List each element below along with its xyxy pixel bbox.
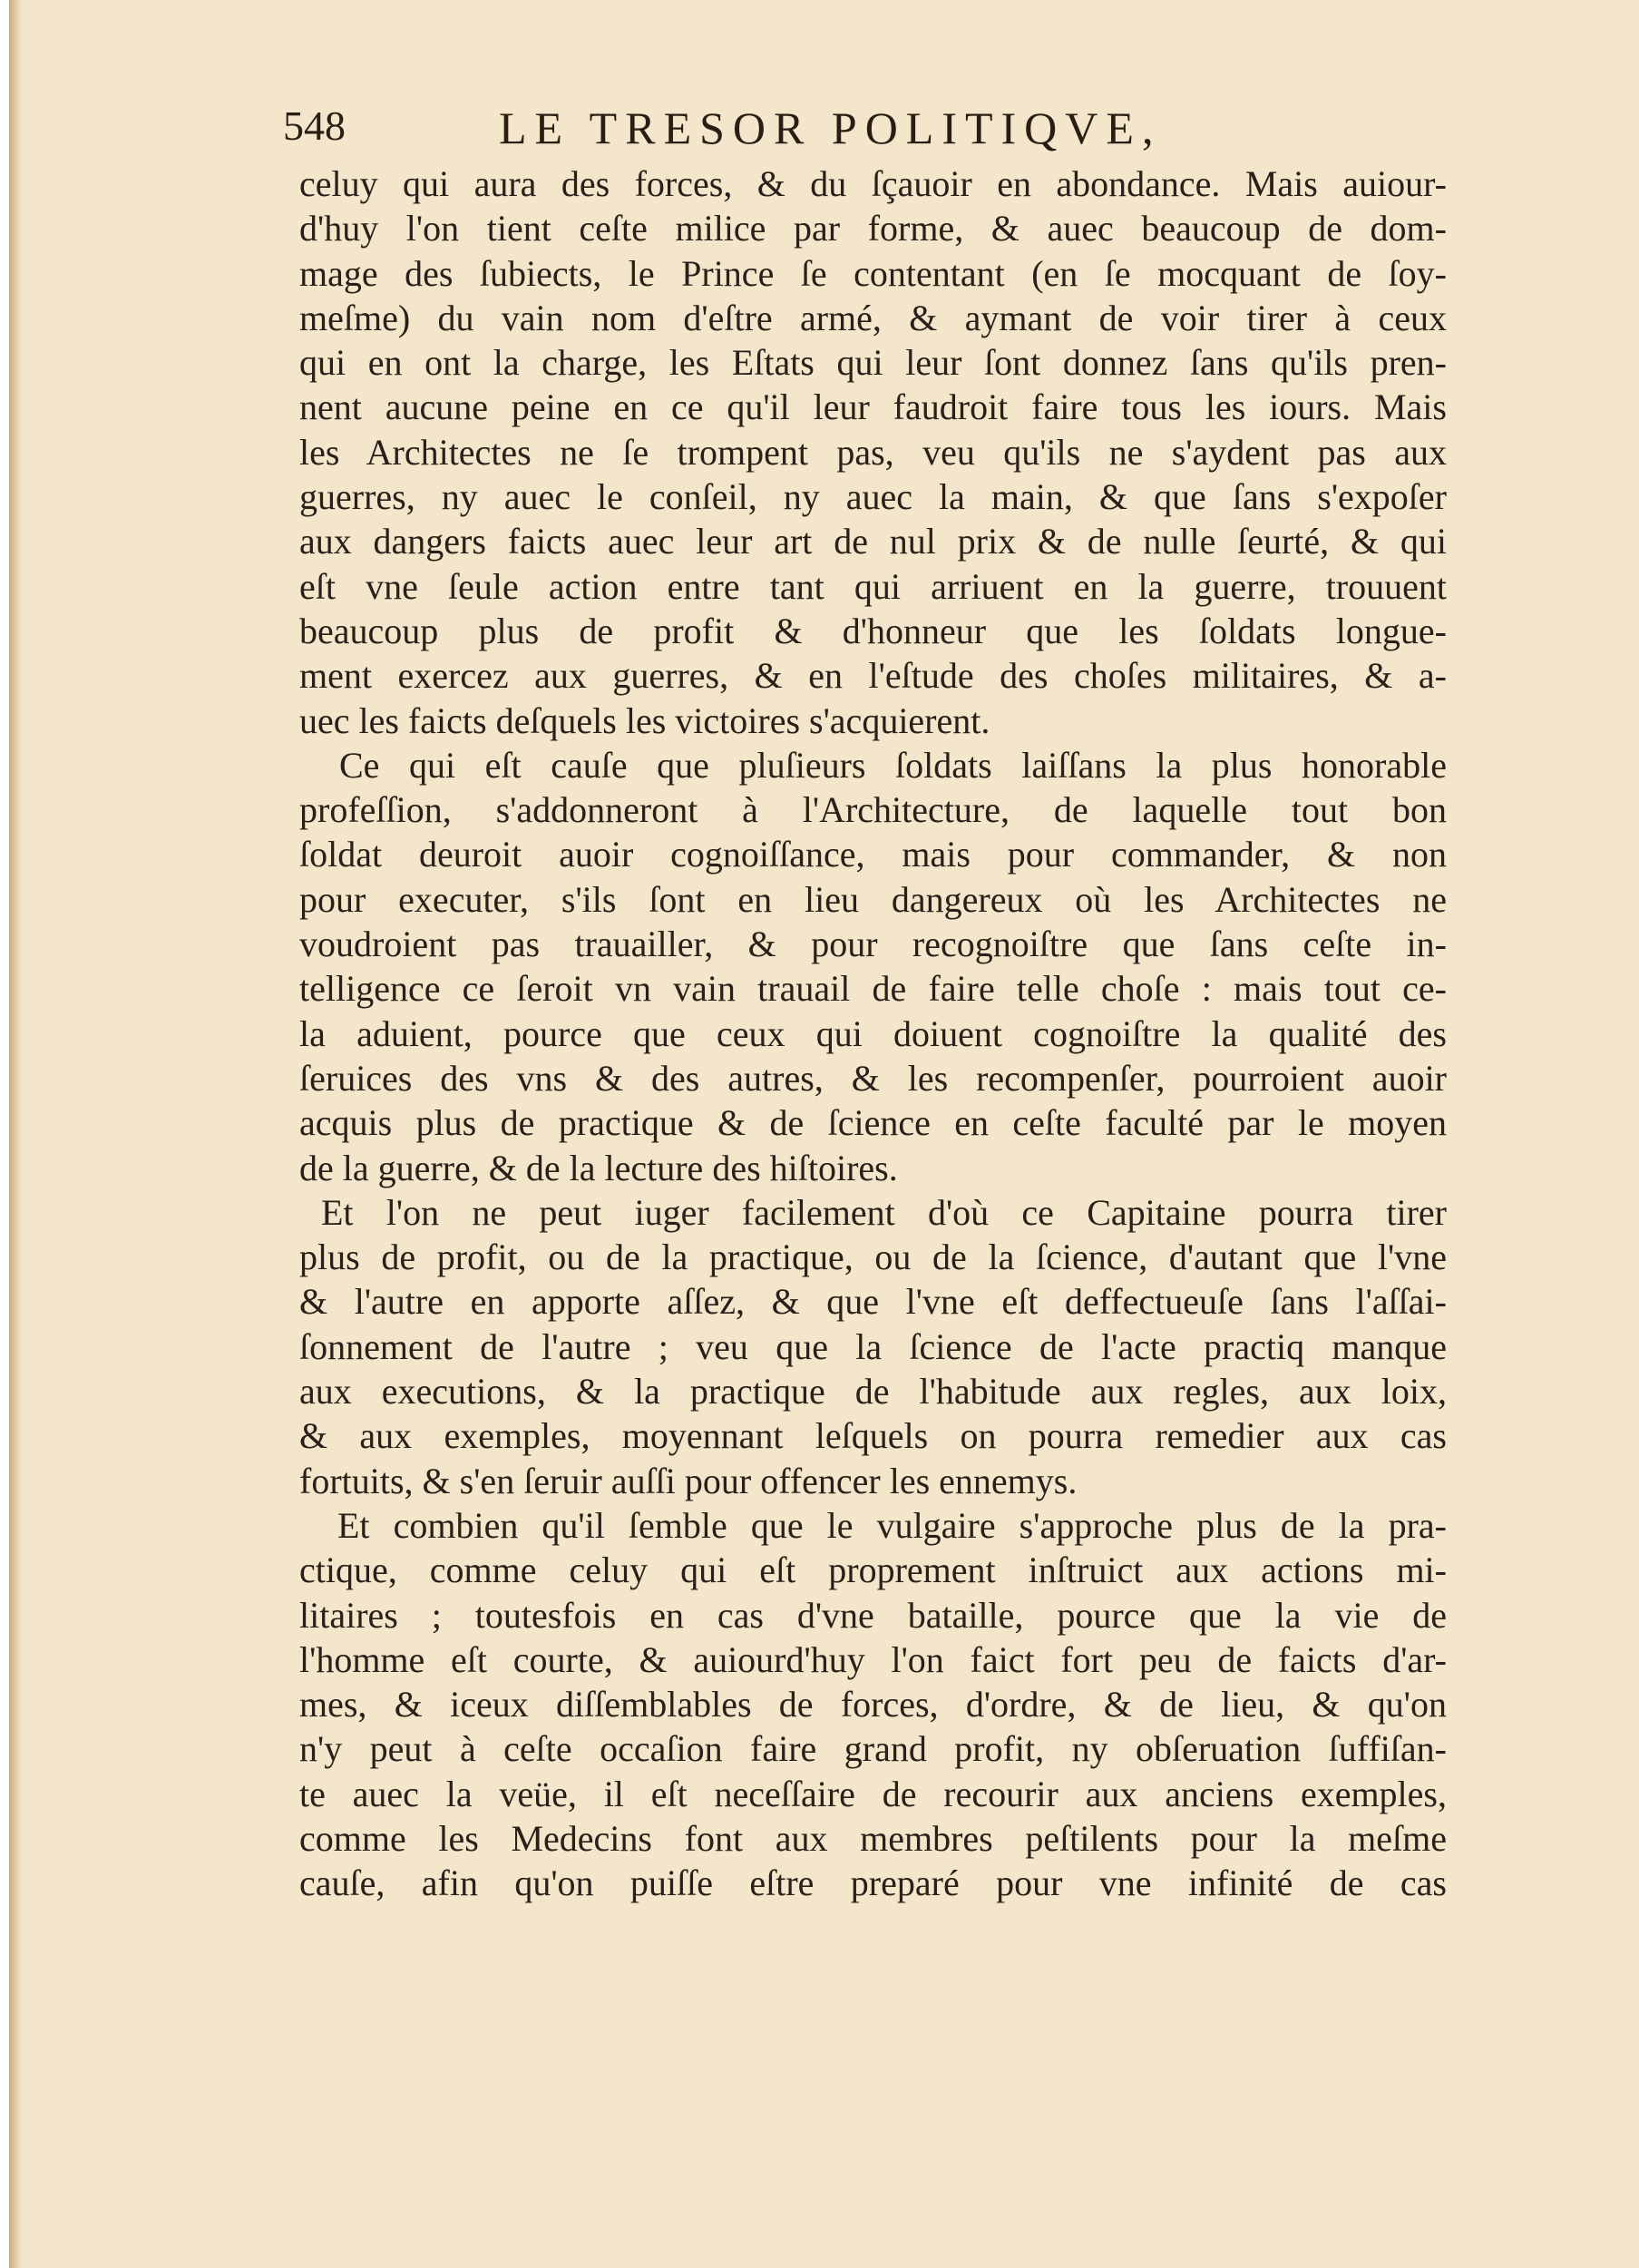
page-gutter-shadow bbox=[9, 0, 22, 2268]
text-line: & aux exemples, moyennant leſquels on pourra remedier aux cas bbox=[299, 1415, 1447, 1457]
paragraph-first-line: Ce qui eſt cauſe que pluſieurs ſoldats laiſſans la plus honorable bbox=[339, 744, 1447, 786]
book-page bbox=[9, 0, 1639, 2268]
text-line: acquis plus de practique & de ſcience en ceſte faculté par le moyen bbox=[299, 1102, 1447, 1144]
text-line: litaires ; toutesfois en cas d'vne bataille, pource que la vie de bbox=[299, 1594, 1447, 1636]
text-line: l'homme eſt courte, & auiourd'huy l'on faict fort peu de faicts d'ar- bbox=[299, 1638, 1447, 1680]
page-number: 548 bbox=[283, 103, 346, 149]
text-line: eſt vne ſeule action entre tant qui arriuent en la guerre, trouuent bbox=[299, 565, 1447, 607]
text-line: ſoldat deuroit auoir cognoiſſance, mais pour commander, & non bbox=[299, 834, 1447, 875]
text-line: mage des ſubiects, le Prince ſe contentant (en ſe mocquant de ſoy- bbox=[299, 252, 1447, 294]
page-header bbox=[9, 102, 1639, 165]
text-line: ctique, comme celuy qui eſt proprement inſtruict aux actions mi- bbox=[299, 1549, 1447, 1591]
text-line: mes, & iceux diſſemblables de forces, d'ordre, & de lieu, & qu'on bbox=[299, 1684, 1447, 1725]
text-line: ſonnement de l'autre ; veu que la ſcience de l'acte practiq manque bbox=[299, 1325, 1447, 1367]
text-line: meſme) du vain nom d'eſtre armé, & aymant de voir tirer à ceux bbox=[299, 297, 1447, 338]
body-text bbox=[299, 161, 1447, 1906]
text-line: guerres, ny auec le conſeil, ny auec la main, & que ſans s'expoſer bbox=[299, 476, 1447, 518]
text-line: fortuits, & s'en ſeruir auſſi pour offencer les ennemys. bbox=[299, 1460, 1078, 1501]
text-line: ment exercez aux guerres, & en l'eſtude des choſes militaires, & a- bbox=[299, 655, 1447, 697]
text-line: nent aucune peine en ce qu'il leur faudroit faire tous les iours. Mais bbox=[299, 386, 1447, 428]
text-line: n'y peut à ceſte occaſion faire grand profit, ny obſeruation ſuffiſan- bbox=[299, 1728, 1447, 1770]
text-line: voudroient pas trauailler, & pour recognoiſtre que ſans ceſte in- bbox=[299, 924, 1447, 965]
text-line: aux dangers faicts auec leur art de nul prix & de nulle ſeurté, & qui bbox=[299, 521, 1447, 562]
text-line: cauſe, afin qu'on puiſſe eſtre preparé pour vne infinité de cas bbox=[299, 1862, 1447, 1904]
text-line: d'huy l'on tient ceſte milice par forme, & auec beaucoup de dom- bbox=[299, 208, 1447, 249]
text-line: la aduient, pource que ceux qui doiuent cognoiſtre la qualité des bbox=[299, 1012, 1447, 1054]
text-line: de la guerre, & de la lecture des hiſtoires. bbox=[299, 1147, 898, 1188]
running-head: LE TRESOR POLITIQVE, bbox=[499, 103, 1162, 153]
text-line: uec les faicts deſquels les victoires s'acquierent. bbox=[299, 699, 990, 741]
text-line: telligence ce ſeroit vn vain trauail de faire telle choſe : mais tout ce- bbox=[299, 968, 1447, 1010]
text-line: pour executer, s'ils ſont en lieu dangereux où les Architectes ne bbox=[299, 878, 1447, 920]
text-line: ſeruices des vns & des autres, & les recompenſer, pourroient auoir bbox=[299, 1057, 1447, 1099]
paragraph-first-line: Et combien qu'il ſemble que le vulgaire s'approche plus de la pra- bbox=[337, 1504, 1447, 1546]
text-line: aux executions, & la practique de l'habitude aux regles, aux loix, bbox=[299, 1371, 1447, 1413]
paragraph-first-line: Et l'on ne peut iuger facilement d'où ce Capitaine pourra tirer bbox=[321, 1191, 1447, 1233]
text-line: les Architectes ne ſe trompent pas, veu qu'ils ne s'aydent pas aux bbox=[299, 431, 1447, 473]
text-line: comme les Medecins font aux membres peſtilents pour la meſme bbox=[299, 1817, 1447, 1859]
text-line: profeſſion, s'addonneront à l'Architecture, de laquelle tout bon bbox=[299, 789, 1447, 831]
text-line: celuy qui aura des forces, & du ſçauoir en abondance. Mais auiour- bbox=[299, 163, 1447, 204]
text-line: plus de profit, ou de la practique, ou de la ſcience, d'autant que l'vne bbox=[299, 1237, 1447, 1278]
text-line: qui en ont la charge, les Eſtats qui leur ſont donnez ſans qu'ils pren- bbox=[299, 342, 1447, 384]
text-line: beaucoup plus de profit & d'honneur que les ſoldats longue- bbox=[299, 610, 1447, 651]
text-line: te auec la veüe, il eſt neceſſaire de recourir aux anciens exemples, bbox=[299, 1773, 1447, 1814]
text-line: & l'autre en apporte aſſez, & que l'vne eſt deffectueuſe ſans l'aſſai- bbox=[299, 1281, 1447, 1323]
